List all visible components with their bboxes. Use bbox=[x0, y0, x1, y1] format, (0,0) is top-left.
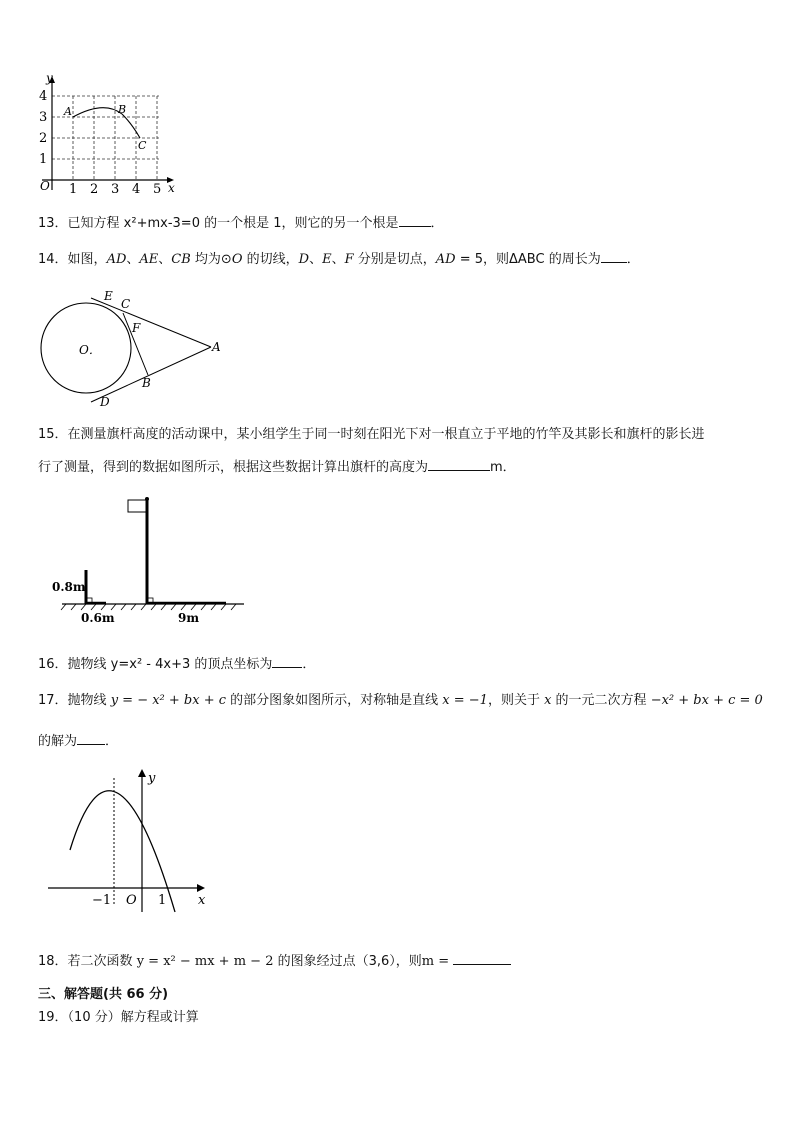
x-label: x bbox=[168, 181, 175, 195]
q16-number: 16． bbox=[38, 657, 68, 672]
q19-text: （10 分）解方程或计算 bbox=[67, 1010, 199, 1025]
point-c-label: C bbox=[138, 139, 147, 152]
q14-answer-blank[interactable] bbox=[601, 250, 627, 263]
q14-cb: CB bbox=[171, 252, 191, 267]
q17-line-2-text: 的解为 bbox=[38, 734, 78, 749]
x-tick-5: 5 bbox=[153, 182, 162, 197]
question-13 bbox=[38, 214, 444, 233]
q14-d: D bbox=[298, 252, 310, 267]
q13-answer-blank[interactable] bbox=[399, 214, 431, 227]
y-axis-arrow bbox=[138, 769, 146, 777]
fig17-tick-1: 1 bbox=[158, 893, 167, 908]
q17-text-3: ，则关于 bbox=[487, 693, 545, 708]
q13-post: ． bbox=[430, 216, 444, 231]
fig15-pole-shadow: 0.6m bbox=[81, 611, 115, 625]
q18-equation: y = x² − mx + m − 2 bbox=[136, 954, 274, 969]
circle-tangent-figure bbox=[36, 286, 226, 412]
question-15-line-1 bbox=[38, 426, 705, 444]
question-18 bbox=[38, 952, 511, 971]
q17-equation-3: −x² + bx + c = 0 bbox=[650, 693, 763, 708]
q15-unit: m． bbox=[490, 460, 516, 475]
q15-answer-blank[interactable] bbox=[428, 458, 490, 471]
fig14-label-f: F bbox=[132, 321, 141, 335]
q17-text-4: 的一元二次方程 bbox=[551, 693, 651, 708]
q19-number: 19． bbox=[38, 1010, 68, 1025]
x-tick-1: 1 bbox=[69, 182, 78, 197]
q14-e: E bbox=[322, 252, 332, 267]
q14-f: F bbox=[344, 252, 354, 267]
y-tick-3: 3 bbox=[39, 110, 48, 125]
ground-hatching bbox=[61, 604, 236, 610]
q16-answer-blank[interactable] bbox=[272, 655, 302, 668]
q16-text: 抛物线 y=x² - 4x+3 的顶点坐标为 bbox=[67, 657, 273, 672]
q18-text-1: 若二次函数 bbox=[67, 954, 137, 969]
section-heading: 三、解答题(共 66 分) bbox=[38, 987, 169, 1002]
q16-post: ． bbox=[302, 657, 316, 672]
q17-post: ． bbox=[105, 734, 119, 749]
flagpole-figure bbox=[48, 494, 248, 628]
x-axis-arrow bbox=[197, 884, 205, 892]
q14-sep-2: 、 bbox=[158, 252, 172, 267]
point-a-label: A bbox=[64, 105, 72, 118]
grid-arc-figure bbox=[34, 72, 184, 197]
fig15-flag-shadow: 9m bbox=[178, 611, 200, 625]
q14-post: ． bbox=[626, 252, 640, 267]
q14-text-5: = 5，则ΔABC 的周长为 bbox=[455, 252, 601, 267]
question-16 bbox=[38, 655, 315, 674]
x-tick-2: 2 bbox=[90, 182, 99, 197]
q14-text-4: 分别是切点， bbox=[353, 252, 436, 267]
q17-answer-blank[interactable] bbox=[77, 732, 105, 745]
q14-ad-eq: AD bbox=[435, 252, 456, 267]
fig14-label-b: B bbox=[142, 376, 151, 390]
q18-number: 18． bbox=[38, 954, 68, 969]
tangent-ae bbox=[91, 298, 211, 347]
parabola-figure bbox=[42, 766, 214, 916]
q15-line-1-text: 在测量旗杆高度的活动课中，某小组学生于同一时刻在阳光下对一根直立于平地的竹竿及其影长和旗杆的影长进 bbox=[67, 427, 705, 442]
fig14-label-e: E bbox=[104, 289, 113, 303]
y-label: y bbox=[46, 72, 53, 85]
flag bbox=[128, 500, 146, 512]
y-tick-4: 4 bbox=[39, 89, 48, 104]
q14-ad: AD bbox=[106, 252, 127, 267]
q14-ae: AE bbox=[139, 252, 159, 267]
q15-number: 15． bbox=[38, 427, 68, 442]
q14-sep-3: 、 bbox=[309, 252, 323, 267]
q14-text-1: 如图， bbox=[67, 252, 107, 267]
q13-text: 已知方程 x²+mx-3=0 的一个根是 1，则它的另一个根是 bbox=[67, 216, 399, 231]
tangent-ad bbox=[91, 347, 211, 402]
q18-text-2: 的图象经过点（3,6），则 bbox=[273, 954, 422, 969]
q18-answer-blank[interactable] bbox=[453, 952, 511, 965]
y-tick-1: 1 bbox=[39, 152, 48, 167]
fig17-origin-label: O bbox=[126, 893, 137, 908]
q14-sep-4: 、 bbox=[331, 252, 345, 267]
q13-number: 13． bbox=[38, 216, 68, 231]
x-tick-4: 4 bbox=[132, 182, 141, 197]
x-tick-3: 3 bbox=[111, 182, 120, 197]
q17-equation-1: y = − x² + bx + c bbox=[110, 693, 227, 708]
y-tick-2: 2 bbox=[39, 131, 48, 146]
fig14-label-c: C bbox=[121, 297, 131, 311]
question-15-line-2 bbox=[38, 458, 516, 477]
fig15-pole-height: 0.8m bbox=[52, 580, 86, 594]
fig17-tick-minus-1: −1 bbox=[92, 893, 112, 908]
q14-text-2: 均为⊙ bbox=[190, 252, 232, 267]
q17-variable-x: x bbox=[544, 693, 552, 708]
q14-o: O bbox=[231, 252, 243, 267]
q14-text-3: 的切线， bbox=[242, 252, 299, 267]
fig14-label-o: O． bbox=[79, 343, 101, 357]
question-19 bbox=[38, 1009, 199, 1027]
question-17-line-2 bbox=[38, 732, 118, 751]
q14-sep-1: 、 bbox=[126, 252, 140, 267]
origin-label: O bbox=[40, 179, 50, 193]
fig14-label-d: D bbox=[100, 395, 110, 409]
q17-text-2: 的部分图象如图所示，对称轴是直线 bbox=[226, 693, 443, 708]
q15-line-2-text: 行了测量，得到的数据如图所示，根据这些数据计算出旗杆的高度为 bbox=[38, 460, 429, 475]
fig14-label-a: A bbox=[212, 340, 221, 354]
q14-number: 14． bbox=[38, 252, 68, 267]
point-b-label: B bbox=[118, 103, 127, 116]
fig17-x-label: x bbox=[198, 893, 206, 908]
fig17-y-label: y bbox=[148, 771, 156, 786]
q17-number: 17． bbox=[38, 693, 68, 708]
question-17-line-1 bbox=[38, 692, 763, 710]
question-14 bbox=[38, 250, 640, 269]
arc-curve bbox=[73, 108, 140, 138]
q17-equation-2: x = −1 bbox=[442, 693, 488, 708]
q18-m: m = bbox=[421, 954, 454, 969]
q17-text-1: 抛物线 bbox=[67, 693, 111, 708]
